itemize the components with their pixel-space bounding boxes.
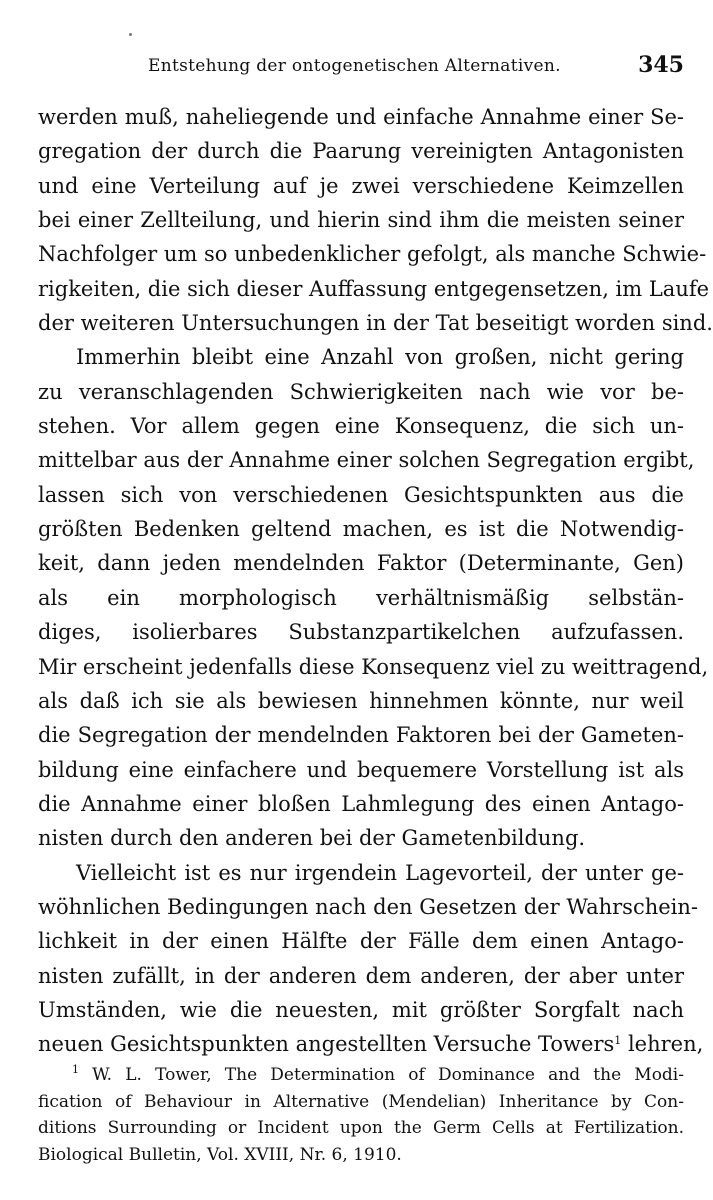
text-line: nisten durch den anderen bei der Gametenbildung. [38, 826, 586, 851]
text-line: stehen. Vor allem gegen eine Konsequenz, die sich un- [38, 414, 684, 439]
text-line: als daß ich sie als bewiesen hinnehmen könnte, nur weil [38, 688, 684, 713]
text-line: keit, dann jeden mendelnden Faktor (Determinante, Gen) [38, 551, 684, 576]
text-line: bei einer Zellteilung, und hierin sind ihm die meisten seiner [38, 208, 684, 233]
footnote-line [38, 1062, 684, 1089]
page-header [148, 52, 688, 88]
text-line: diges, isolierbares Substanzpartikelchen aufzufassen. [38, 620, 684, 645]
text-line: bildung eine einfachere und bequemere Vorstellung ist als [38, 757, 684, 782]
text-line: Nachfolger um so unbedenklicher gefolgt, als manche Schwie- [38, 242, 707, 267]
footnote-line: fication of Behaviour in Alternative (Mendelian) Inheritance by Con- [38, 1091, 684, 1112]
text-line: werden muß, naheliegende und einfache Annahme einer Se- [38, 105, 684, 129]
text-line: lichkeit in der einen Hälfte der Fälle dem einen Antago- [38, 929, 684, 954]
text-line: größten Bedenken geltend machen, es ist die Notwendig- [38, 517, 684, 542]
text-segment: lehren, [627, 1032, 704, 1057]
text-line: zu veranschlagenden Schwierigkeiten nach wie vor be- [38, 379, 684, 404]
text-segment: neuen Gesichtspunkten angestellten Versuche Towers [38, 1032, 615, 1057]
footnote-text: W. L. Tower, The Determination of Dominance and the Modi- [92, 1065, 684, 1085]
text-line: die Segregation der mendelnden Faktoren bei der Gameten- [38, 723, 684, 748]
text-line: Immerhin bleibt eine Anzahl von großen, nicht gering [76, 345, 684, 370]
text-line: Mir erscheint jedenfalls diese Konsequenz viel zu weittragend, [38, 654, 709, 679]
text-line: rigkeiten, die sich dieser Auffassung entgegensetzen, im Laufe [38, 276, 710, 301]
text-line: Vielleicht ist es nur irgendein Lagevorteil, der unter ge- [76, 860, 684, 885]
text-line: gregation der durch die Paarung vereinigten Antagonisten [38, 139, 684, 164]
body-text [38, 100, 713, 1062]
footnote-line: Biological Bulletin, Vol. XVIII, Nr. 6, 1910. [38, 1144, 402, 1165]
text-line: mittelbar aus der Annahme einer solchen Segregation ergibt, [38, 448, 695, 473]
text-line: nisten zufällt, in der anderen dem anderen, der aber unter [38, 963, 684, 988]
text-line: und eine Verteilung auf je zwei verschiedene Keimzellen [38, 173, 684, 198]
page-number: 345 [638, 52, 684, 78]
text-line: wöhnlichen Bedingungen nach den Gesetzen der Wahrschein- [38, 894, 698, 919]
text-line-with-footnote-ref [38, 1027, 704, 1061]
text-line: die Annahme einer bloßen Lahmlegung des einen Antago- [38, 791, 684, 816]
footnote-reference: 1 [614, 1034, 622, 1048]
footnote-marker: 1 [72, 1063, 79, 1076]
running-title: Entstehung der ontogenetischen Alternativen. [148, 56, 561, 76]
text-line: als ein morphologisch verhältnismäßig selbstän- [38, 585, 684, 610]
speck-mark [129, 33, 132, 36]
footnote-line: ditions Surrounding or Incident upon the Germ Cells at Fertilization. [38, 1118, 684, 1138]
text-line: Umständen, wie die neuesten, mit größter Sorgfalt nach [38, 997, 684, 1022]
footnote [38, 1062, 684, 1168]
text-line: der weiteren Untersuchungen in der Tat beseitigt worden sind. [38, 311, 713, 336]
text-line: lassen sich von verschiedenen Gesichtspunkten aus die [38, 482, 684, 507]
